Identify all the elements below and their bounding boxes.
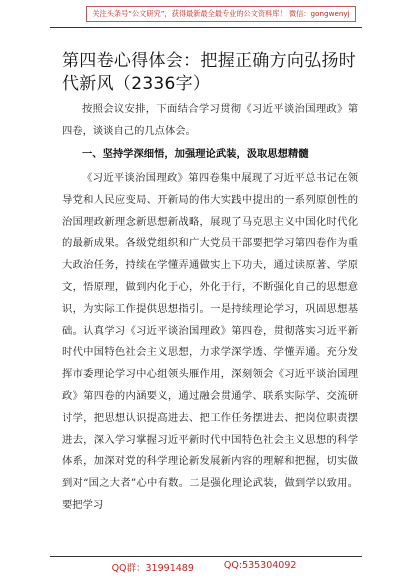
body-paragraph: 《习近平谈治国理政》第四卷集中展现了习近平总书记在领导党和人民应变局、开新局的伟大实践中提出的一系列原创性的治国理政新理念新思想新战略，展现了马克思主义中国化时代化的最新成果。各级党组织和广大党员干部要把学习第四卷作为重大政治任务，持续在学懂弄通做实上下功夫，通过读原著、学原文，悟原理，做到内化于心，外化于行，不断强化自己的思想意识，为实际工作提供思想指引。一是持续理论学习，巩固思想基础。认真学习《习近平谈治国理政》第四卷，贯彻落实习近平新时代中国特色社会主义思想，力求学深学透、学懂弄通。充分发挥市委理论学习中心组领头雁作用，深刻领会《习近平谈治国理政》第四卷的内涵要义，通过融会贯通学、联系实际学、交流研讨学，把思想认识提高进去、把工作任务摆进去、把岗位职责摆进去，深入学习掌握习近平新时代中国特色社会主义思想的科学体系，加深对党的科学理论新发展新内容的理解和把握，切实做到对“国之大者”心中有数。二是强化理论武装，做到学以致用。要把学习 [62, 172, 358, 511]
intro-paragraph: 按照会议安排，下面结合学习贯彻《习近平谈治国理政》第四卷，谈谈自己的几点体会。 [62, 103, 358, 137]
qq-contact: QQ:535304092 [223, 560, 297, 571]
document-title: 第四卷心得体会：把握正确方向弘扬时代新风（2336字） [62, 51, 357, 94]
qq-group-contact: QQ群：31991489 [111, 563, 194, 574]
footer-divider [50, 556, 362, 557]
footer [0, 560, 408, 574]
section-heading: 一、坚持学深细悟，加强理论武装，汲取思想精髓 [82, 148, 309, 160]
header-divider [50, 27, 362, 28]
promo-banner[interactable]: 关注头条号“公文研究”，获得最新最全最专业的公文资料库！ 微信：gongwenyj [86, 6, 356, 22]
